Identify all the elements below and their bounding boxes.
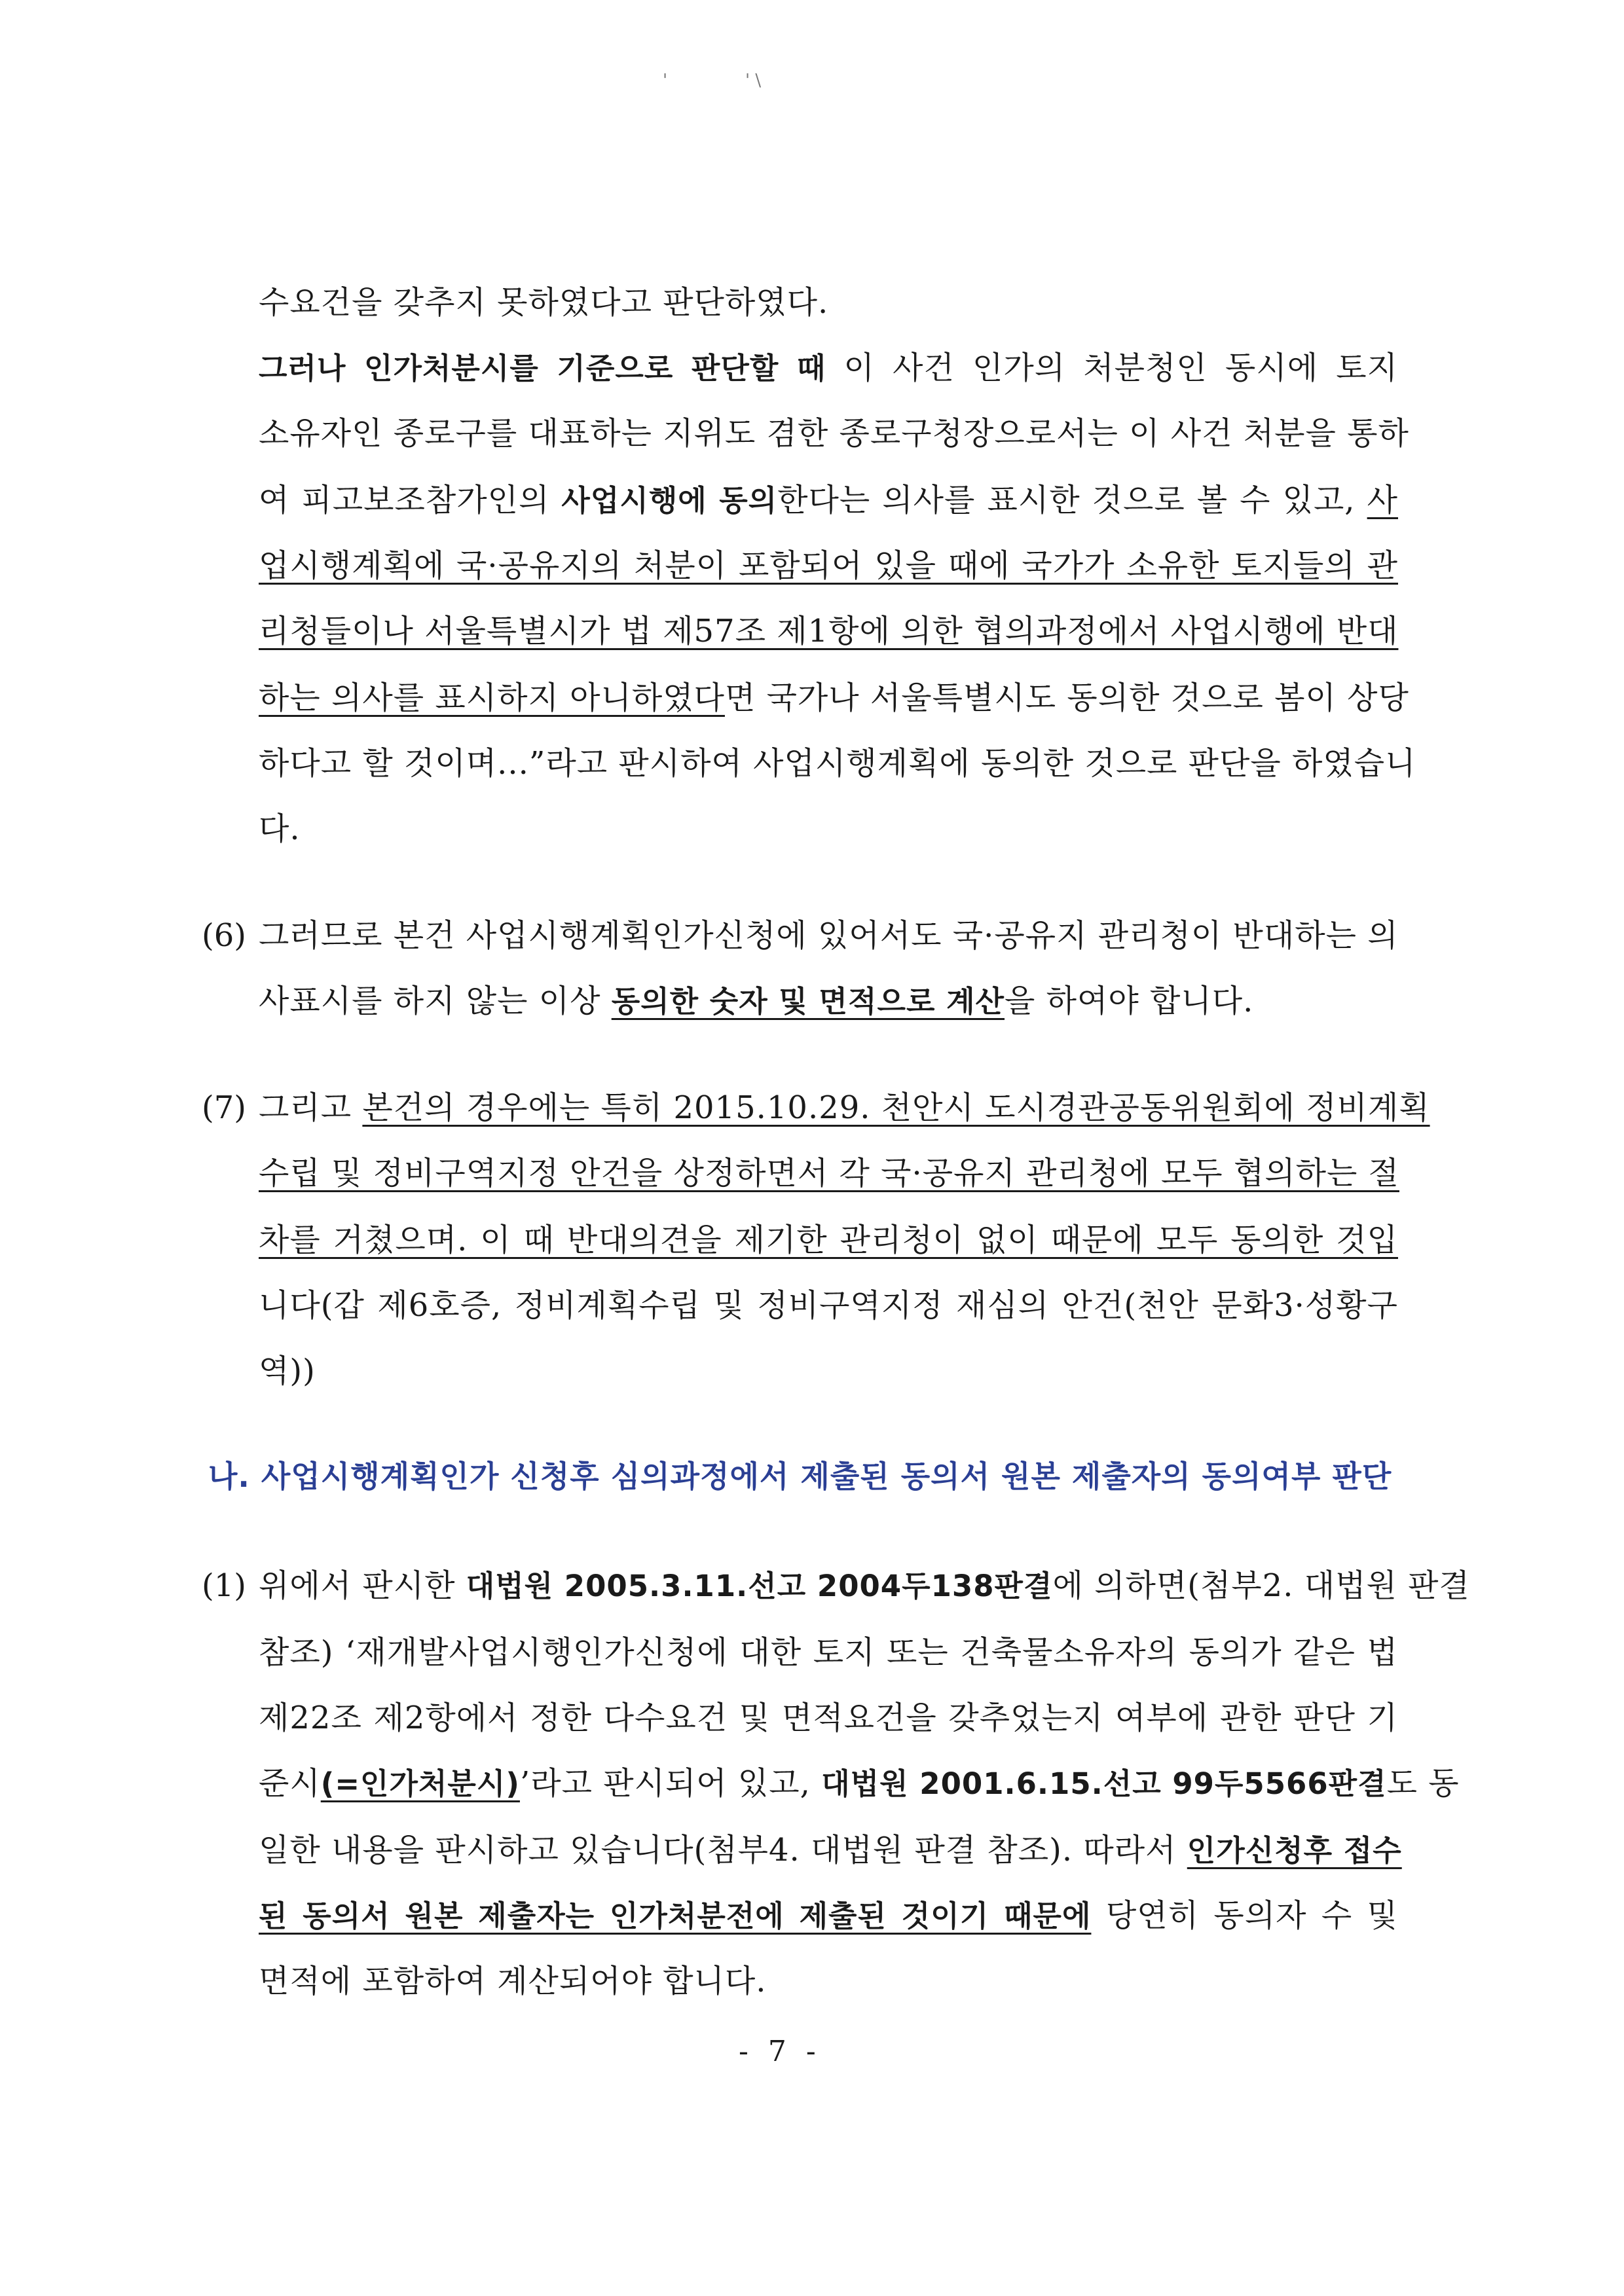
paragraph-line: 준시(=인가처분시)’라고 판시되어 있고, 대법원 2001.6.15.선고 99두5566판결도 동 (259, 1765, 1460, 1802)
paragraph-line: 수요건을 갖추지 못하였다고 판단하였다. (259, 284, 829, 321)
underlined-phrase: 수립 및 정비구역지정 안건을 상정하면서 각 국·공유지 관리청에 모두 협의하는 절 (259, 1155, 1399, 1192)
paragraph-line: 그리고 본건의 경우에는 특히 2015.10.29. 천안시 도시경관공동위원회에 정비계획 (259, 1089, 1430, 1126)
paragraph-line: 참조) ‘재개발사업시행인가신청에 대한 토지 또는 건축물소유자의 동의가 같은 법 (259, 1634, 1398, 1671)
paragraph-line (259, 1155, 1399, 1192)
underlined-phrase: 사 (1367, 482, 1398, 519)
paragraph-line: 제22조 제2항에서 정한 다수요건 및 면적요건을 갖추었는지 여부에 관한 판단 기 (259, 1700, 1398, 1736)
underlined-phrase: 차를 거쳤으며. 이 때 반대의견을 제기한 관리청이 없이 때문에 모두 동의한 것입 (259, 1222, 1398, 1258)
paragraph-line: 그러므로 본건 사업시행계획인가신청에 있어서도 국·공유지 관리청이 반대하는 의 (259, 917, 1399, 954)
bold-phrase: 그러나 인가처분시를 기준으로 판단할 때 (259, 351, 826, 386)
scan-speck: ' \ (745, 71, 762, 90)
paragraph-line: 소유자인 종로구를 대표하는 지위도 겸한 종로구청장으로서는 이 사건 처분을 통하 (259, 415, 1409, 452)
paragraph-line: 위에서 판시한 대법원 2005.3.11.선고 2004두138판결에 의하면(첨부2. 대법원 판결 (259, 1567, 1470, 1604)
list-number: (1) (202, 1567, 246, 1604)
paragraph-line (259, 615, 1398, 647)
scan-speck: ' (663, 71, 668, 90)
underlined-phrase: 하는 의사를 표시하지 아니하였다 (259, 680, 725, 716)
paragraph-line: 사표시를 하지 않는 이상 동의한 숫자 및 면적으로 계산을 하여야 합니다. (259, 983, 1254, 1019)
paragraph-line: 된 동의서 원본 제출자는 인가처분전에 제출된 것이기 때문에 당연히 동의자 수 및 (259, 1897, 1398, 1934)
bold-phrase: 대법원 2001.6.15.선고 99두5566판결 (821, 1766, 1387, 1801)
paragraph-line: 그러나 인가처분시를 기준으로 판단할 때 이 사건 인가의 처분청인 동시에 토지 (259, 350, 1398, 386)
paragraph-line (259, 1224, 1398, 1256)
bold-underlined-phrase: 인가신청후 접수 (1187, 1833, 1402, 1868)
paragraph-line (259, 547, 1398, 584)
section-heading: 나. 사업시행계획인가 신청후 심의과정에서 제출된 동의서 원본 제출자의 동의여부 판단 (208, 1459, 1392, 1494)
bold-phrase: 대법원 2005.3.11.선고 2004두138판결 (466, 1569, 1053, 1603)
bold-underlined-phrase: (=인가처분시) (320, 1766, 520, 1801)
paragraph-line: 다. (259, 811, 301, 847)
paragraph-line: 하다고 할 것이며...”라고 판시하여 사업시행계획에 동의한 것으로 판단을 하였습니 (259, 745, 1416, 782)
bold-underlined-phrase: 동의한 숫자 및 면적으로 계산 (611, 984, 1005, 1019)
page-number: - 7 - (739, 2035, 821, 2068)
paragraph-line: 하는 의사를 표시하지 아니하였다면 국가나 서울특별시도 동의한 것으로 봄이 상당 (259, 680, 1409, 716)
paragraph-line: 면적에 포함하여 계산되어야 합니다. (259, 1963, 767, 1999)
underlined-phrase: 업시행계획에 국·공유지의 처분이 포함되어 있을 때에 국가가 소유한 토지들의 관 (259, 547, 1398, 584)
paragraph-line: 일한 내용을 판시하고 있습니다(첨부4. 대법원 판결 참조). 따라서 인가신청후 접수 (259, 1832, 1402, 1868)
underlined-phrase: 리청들이나 서울특별시가 법 제57조 제1항에 의한 협의과정에서 사업시행에 반대 (259, 613, 1399, 649)
paragraph-line: 니다(갑 제6호증, 정비계획수립 및 정비구역지정 재심의 안건(천안 문화3·성황구 (259, 1287, 1398, 1324)
list-number: (7) (202, 1089, 246, 1126)
bold-underlined-phrase: 된 동의서 원본 제출자는 인가처분전에 제출된 것이기 때문에 (259, 1899, 1092, 1933)
paragraph-line: 여 피고보조참가인의 사업시행에 동의한다는 의사를 표시한 것으로 볼 수 있고, 사 (259, 482, 1398, 519)
underlined-phrase: 본건의 경우에는 특히 2015.10.29. 천안시 도시경관공동위원회에 정비계획 (362, 1089, 1430, 1126)
list-number: (6) (202, 917, 246, 954)
paragraph-line: 역)) (259, 1353, 316, 1389)
bold-phrase: 사업시행에 동의 (561, 483, 778, 518)
